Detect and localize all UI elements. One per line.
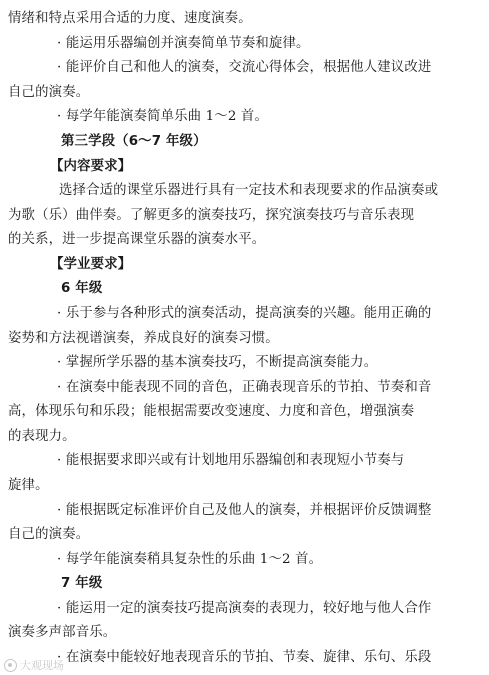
section-heading: 第三学段（6～7 年级） <box>61 133 207 149</box>
text-line-10: 的关系，进一步提高课堂乐器的演奏水平。 <box>8 232 266 248</box>
bullet-line-19: · 能根据要求即兴或有计划地用乐器编创和表现短小节奏与 <box>57 453 405 469</box>
bullet-line-2: · 能运用乐器编创并演奏简单节奏和旋律。 <box>57 35 310 51</box>
text-line-17: 高，体现乐句和乐段；能根据需要改变速度、力度和音色，增强演奏 <box>8 404 415 420</box>
grade-6-heading: 6 年级 <box>61 281 103 297</box>
content-requirements-heading: 【内容要求】 <box>50 158 132 174</box>
text-line-4: 自己的演奏。 <box>8 84 90 100</box>
text-line-18: 的表现力。 <box>8 428 76 444</box>
academic-requirements-heading: 【学业要求】 <box>50 256 132 272</box>
bullet-line-27: · 在演奏中能较好地表现音乐的节拍、节奏、旋律、乐句、乐段 <box>57 650 432 665</box>
text-line-1: 情绪和特点采用合适的力度、速度演奏。 <box>8 11 252 26</box>
bullet-line-16: · 在演奏中能表现不同的音色，正确表现音乐的节拍、节奏和音 <box>57 379 432 395</box>
text-line-26: 演奏多声部音乐。 <box>8 625 117 641</box>
circle-logo-icon <box>4 659 17 672</box>
bullet-line-21: · 能根据既定标准评价自己及他人的演奏，并根据评价反馈调整 <box>57 502 432 518</box>
text-line-8: 选择合适的课堂乐器进行具有一定技术和表现要求的作品演奏或 <box>59 183 439 198</box>
text-line-14: 姿势和方法视谱演奏，养成良好的演奏习惯。 <box>8 330 279 346</box>
bullet-line-13: · 乐于参与各种形式的演奏活动，提高演奏的兴趣。能用正确的 <box>57 305 432 321</box>
grade-7-heading: 7 年级 <box>61 576 103 592</box>
text-line-20: 旋律。 <box>8 478 49 493</box>
bullet-line-25: · 能运用一定的演奏技巧提高演奏的表现力，较好地与他人合作 <box>57 600 432 616</box>
bullet-line-23: · 每学年能演奏稍具复杂性的乐曲 1～2 首。 <box>57 551 323 567</box>
bullet-line-3: · 能评价自己和他人的演奏，交流心得体会，根据他人建议改进 <box>57 60 432 76</box>
watermark <box>4 657 64 673</box>
bullet-line-15: · 掌握所学乐器的基本演奏技巧，不断提高演奏能力。 <box>57 355 378 371</box>
bullet-line-5: · 每学年能演奏简单乐曲 1～2 首。 <box>57 109 268 125</box>
text-line-9: 为歌（乐）曲伴奏。了解更多的演奏技巧，探究演奏技巧与音乐表现 <box>8 207 415 223</box>
watermark-text: 大观现场 <box>20 659 64 672</box>
text-line-22: 自己的演奏。 <box>8 527 90 543</box>
